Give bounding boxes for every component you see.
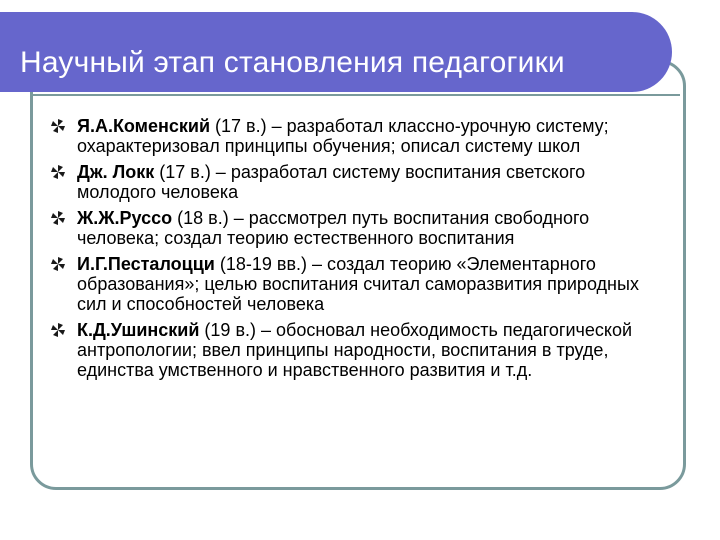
pinwheel-bullet-icon — [50, 164, 66, 180]
list-item — [48, 254, 648, 314]
list-item — [48, 208, 648, 248]
list-item — [48, 116, 648, 156]
pinwheel-bullet-icon — [50, 118, 66, 134]
list-item — [48, 320, 648, 380]
person-name: Я.А.Коменский — [77, 116, 211, 136]
pinwheel-bullet-icon — [50, 322, 66, 338]
person-name: Ж.Ж.Руссо — [77, 208, 173, 228]
person-name: Дж. Локк — [77, 162, 155, 182]
item-description: (18-19 вв.) – создал теорию «Элементарного образования»; целью воспитания считал саморазвития природных сил и способностей человека — [77, 254, 639, 314]
slide-title: Научный этап становления педагогики — [20, 46, 565, 79]
title-underline — [30, 94, 680, 96]
person-name: И.Г.Песталоцци — [77, 254, 215, 274]
pinwheel-bullet-icon — [50, 210, 66, 226]
item-description: (18 в.) – рассмотрел путь воспитания свободного человека; создал теорию естественного воспитания — [77, 208, 590, 248]
title-bar — [0, 12, 672, 92]
item-description: (17 в.) – разработал классно-урочную систему; охарактеризовал принципы обучения; описал систему школ — [77, 116, 609, 156]
person-name: К.Д.Ушинский — [77, 320, 200, 340]
pinwheel-bullet-icon — [50, 256, 66, 272]
list-item — [48, 162, 648, 202]
item-description: (17 в.) – разработал систему воспитания светского молодого человека — [77, 162, 586, 202]
item-description: (19 в.) – обосновал необходимость педагогической антропологии; ввел принципы народности, воспитания в труде, единства умственного и нравственного развития и т.д. — [77, 320, 633, 380]
bullet-list — [48, 116, 648, 386]
